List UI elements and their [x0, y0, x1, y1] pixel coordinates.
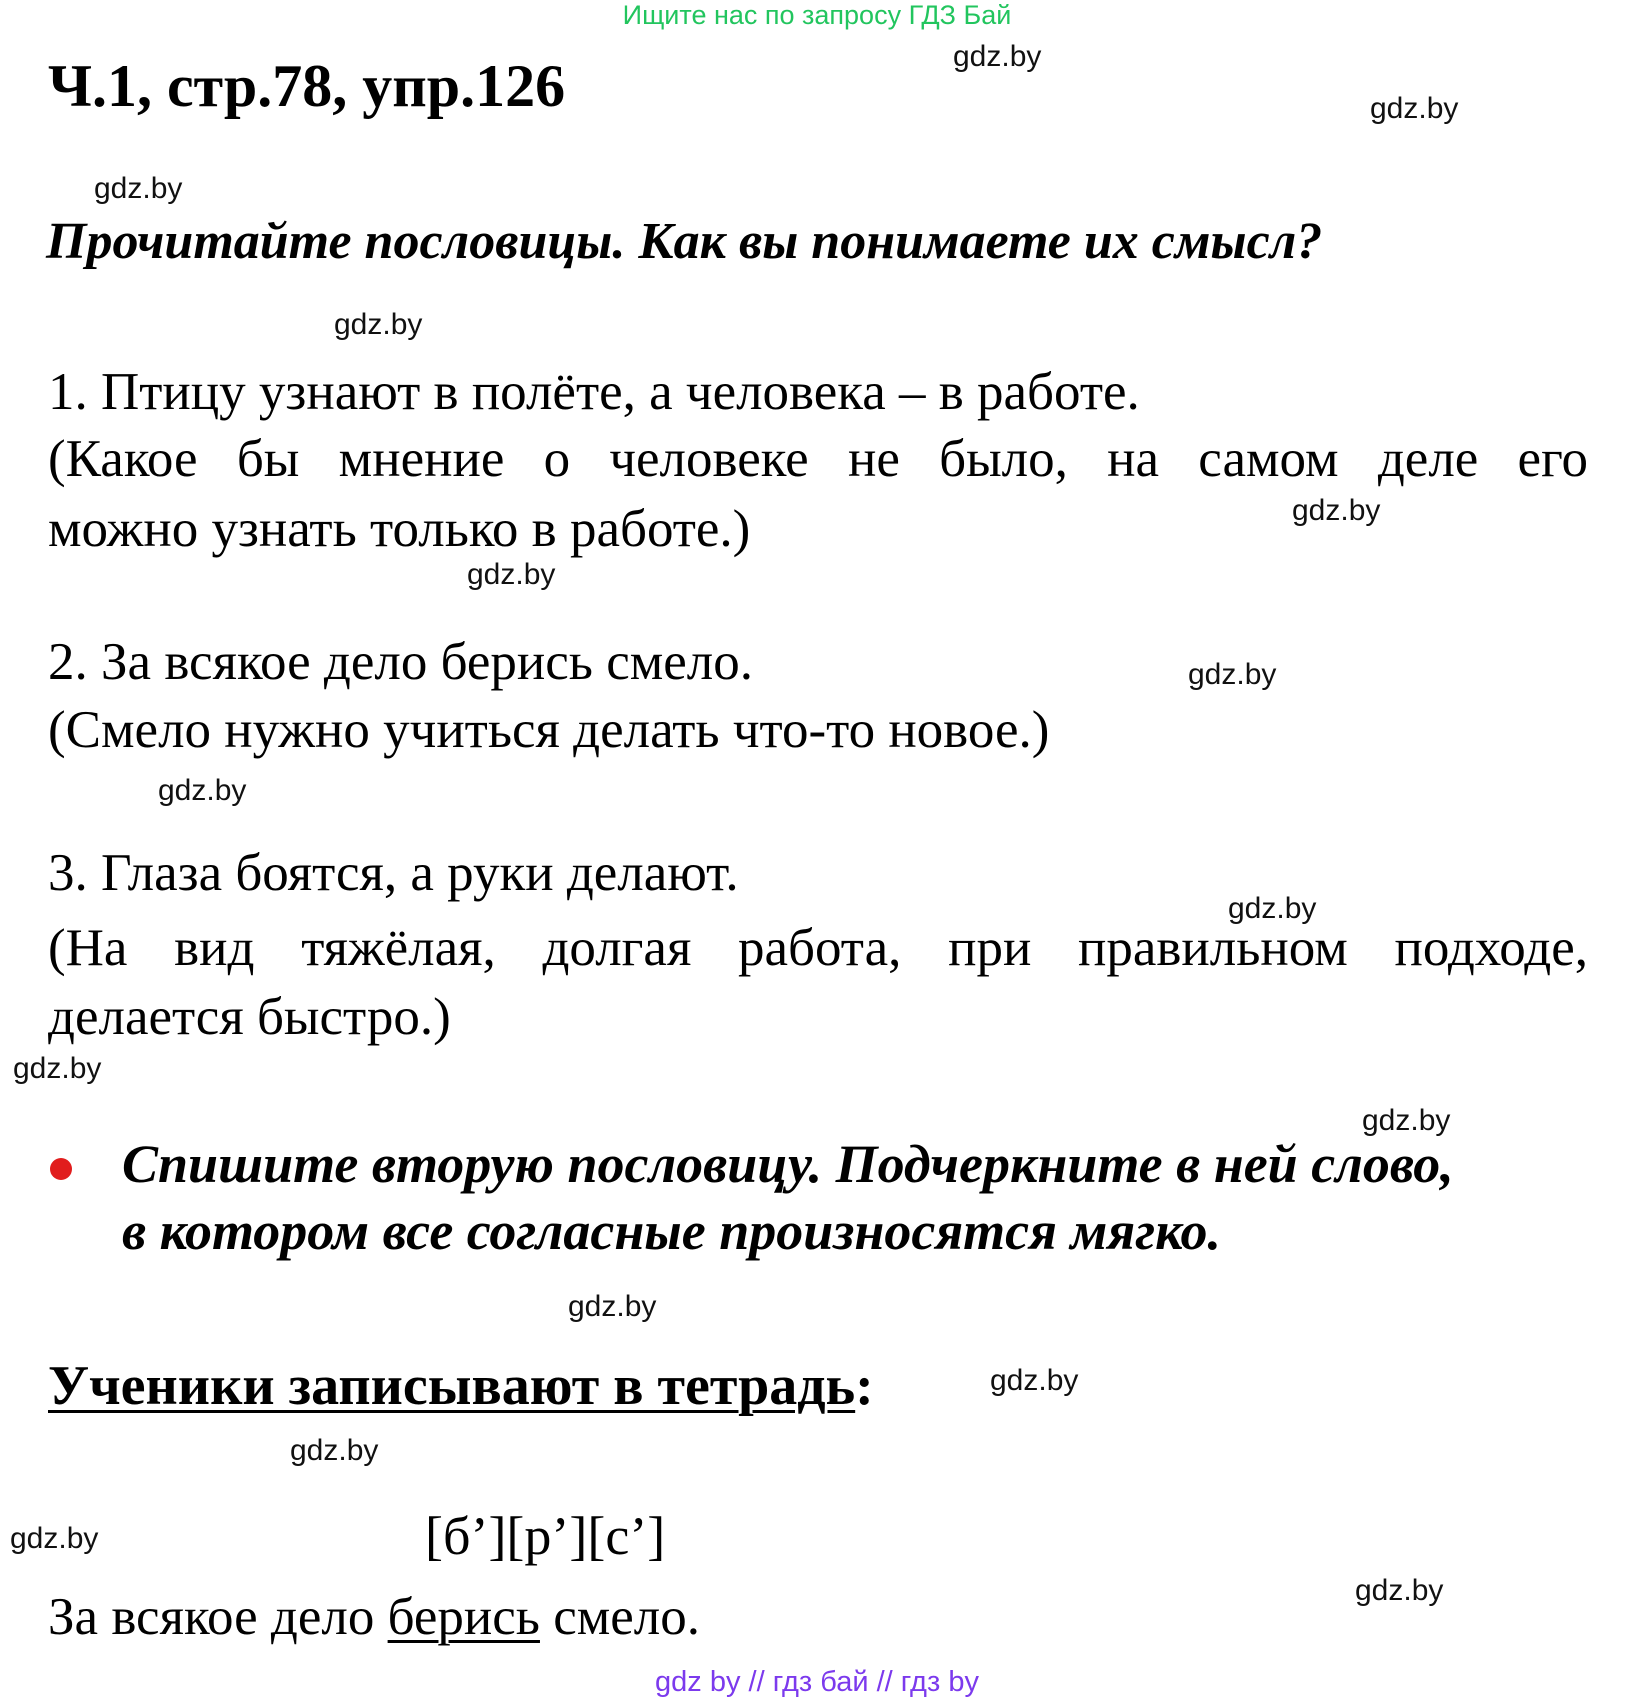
answer-line	[48, 1582, 700, 1652]
proverb-2-explanation: (Смело нужно учиться делать что-то новое.)	[48, 701, 1050, 759]
watermark: gdz.by	[13, 1052, 102, 1085]
watermark: gdz.by	[334, 308, 423, 341]
watermark: gdz.by	[1188, 658, 1277, 691]
top-banner: Ищите нас по запросу ГДЗ Бай	[622, 0, 1012, 30]
watermark: gdz.by	[1292, 494, 1381, 527]
watermark: gdz.by	[990, 1364, 1079, 1397]
task2-line2: в котором все согласные произносятся мягко.	[122, 1201, 1221, 1261]
proverb-3-explanation-line1: (На вид тяжёлая, долгая работа, при правильном подходе,	[48, 919, 1588, 977]
proverb-1-explanation-line1: (Какое бы мнение о человеке не было, на самом деле его	[48, 430, 1588, 488]
footer-watermark: gdz by // гдз бай // гдз by	[655, 1666, 979, 1698]
watermark: gdz.by	[1228, 892, 1317, 925]
answer-before: За всякое дело	[48, 1588, 388, 1646]
proverb-2: 2. За всякое дело берись смело.	[48, 633, 753, 691]
watermark: gdz.by	[94, 172, 183, 205]
page-title: Ч.1, стр.78, упр.126	[48, 53, 566, 119]
proverb-1: 1. Птицу узнают в полёте, а человека – в работе.	[48, 363, 1140, 421]
watermark: gdz.by	[1370, 92, 1459, 125]
watermark: gdz.by	[467, 558, 556, 591]
answer-underlined-word: берись	[387, 1588, 540, 1646]
task-instruction: Прочитайте пословицы. Как вы понимаете их смысл?	[46, 213, 1323, 270]
proverb-3-explanation-line2: делается быстро.)	[48, 988, 451, 1046]
answer-after: смело.	[539, 1588, 701, 1646]
bullet-icon	[50, 1158, 72, 1180]
watermark: gdz.by	[1362, 1104, 1451, 1137]
notebook-heading-colon: :	[855, 1355, 874, 1417]
watermark: gdz.by	[1355, 1574, 1444, 1607]
task2-line1: Спишите вторую пословицу. Подчеркните в ней слово,	[122, 1134, 1454, 1194]
transcription: [б’][р’][с’]	[425, 1506, 666, 1566]
watermark: gdz.by	[10, 1522, 99, 1555]
watermark: gdz.by	[953, 40, 1042, 73]
proverb-1-explanation-line2: можно узнать только в работе.)	[48, 500, 751, 558]
watermark: gdz.by	[568, 1290, 657, 1323]
notebook-heading-text: Ученики записывают в тетрадь	[48, 1355, 856, 1417]
watermark: gdz.by	[290, 1434, 379, 1467]
watermark: gdz.by	[158, 774, 247, 807]
notebook-heading	[48, 1354, 874, 1418]
proverb-3: 3. Глаза боятся, а руки делают.	[48, 844, 739, 902]
